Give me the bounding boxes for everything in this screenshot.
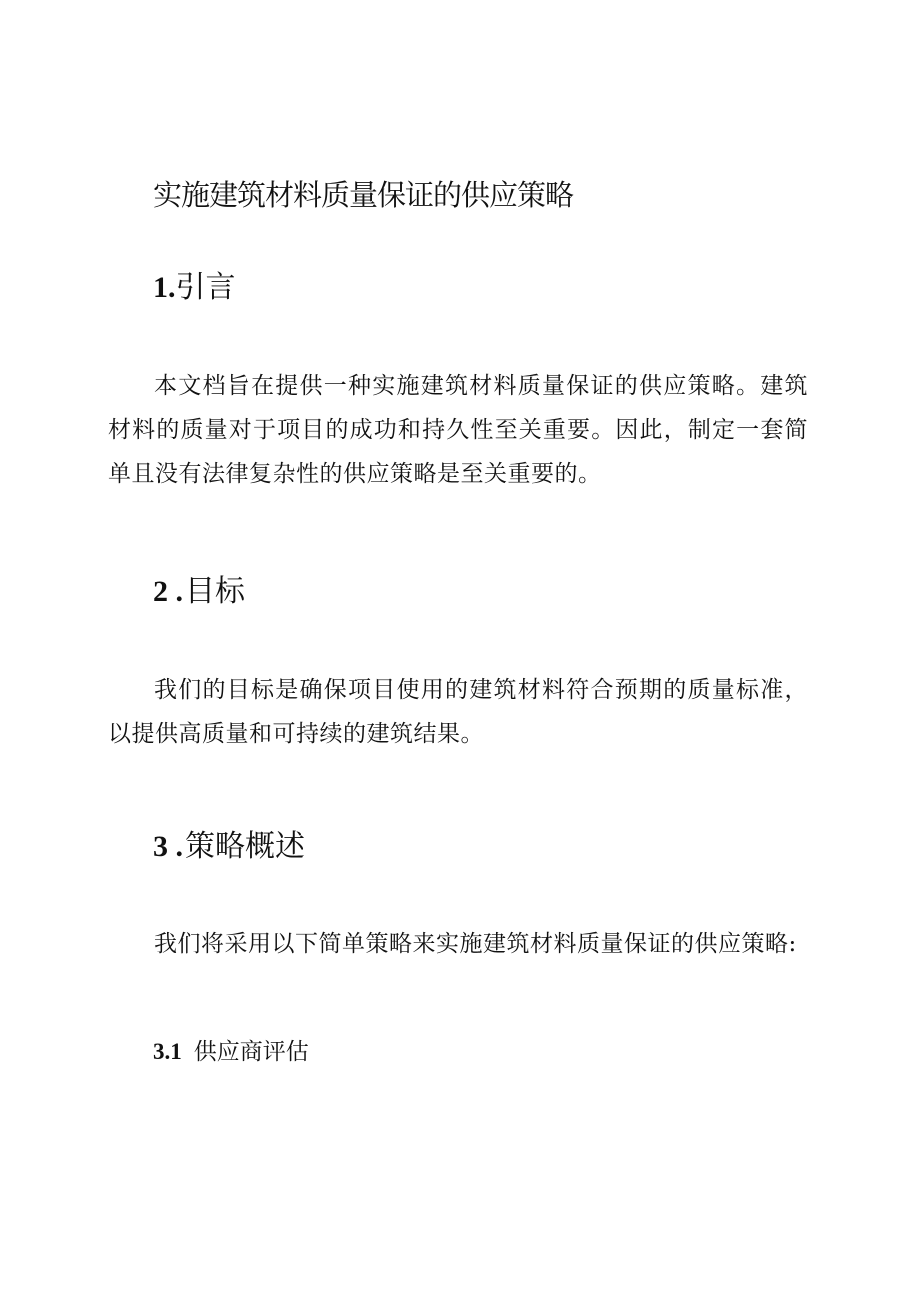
section-heading-strategy-overview (153, 827, 305, 867)
section-heading-goals (153, 572, 245, 612)
section-paragraph-strategy-overview: 我们将采用以下简单策略来实施建筑材料质量保证的供应策略: (154, 931, 797, 957)
subsection-heading-supplier-evaluation (153, 1036, 309, 1068)
section-number: 2 . (153, 575, 183, 608)
section-title: 策略概述 (185, 829, 305, 864)
section-paragraph-goals: 我们的目标是确保项目使用的建筑材料符合预期的质量标准，以提供高质量和可持续的建筑结果。 (108, 677, 808, 747)
section-number: 3 . (153, 830, 183, 863)
subsection-number: 3.1 (153, 1039, 182, 1064)
section-paragraph-introduction: 本文档旨在提供一种实施建筑材料质量保证的供应策略。建筑材料的质量对于项目的成功和持久性至关重要。因此，制定一套简单且没有法律复杂性的供应策略是至关重要的。 (108, 373, 808, 487)
subsection-title: 供应商评估 (193, 1039, 309, 1065)
section-title: 目标 (185, 574, 245, 609)
document-title: 实施建筑材料质量保证的供应策略 (153, 178, 574, 212)
section-heading-introduction (153, 268, 236, 308)
section-number: 1. (153, 271, 176, 304)
section-title: 引言 (175, 270, 236, 305)
